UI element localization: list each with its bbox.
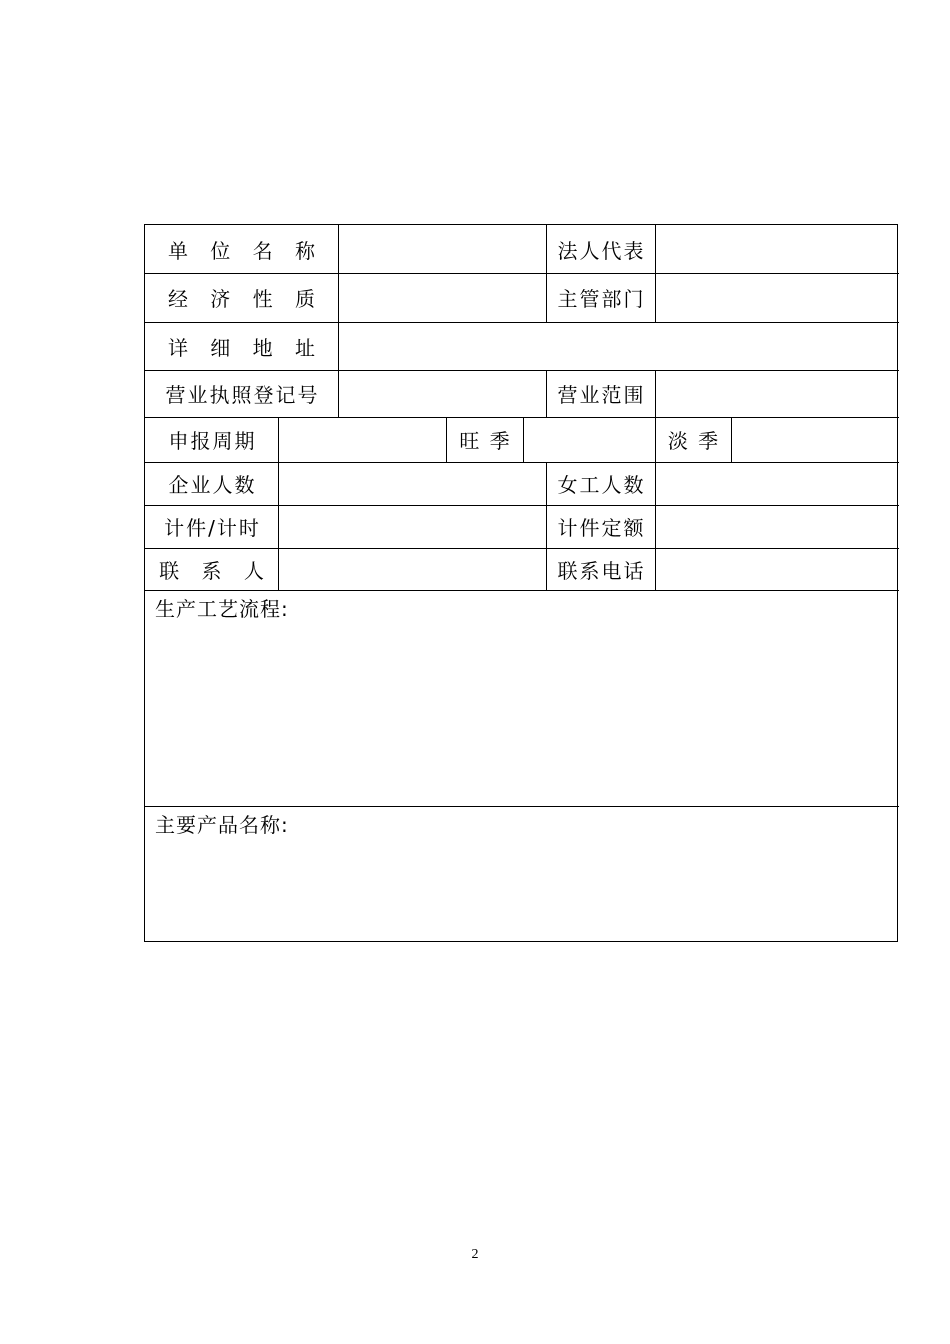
row-divider (145, 590, 899, 591)
economic-nature-label: 经 济 性 质 (167, 287, 324, 311)
contact-value[interactable] (279, 548, 546, 590)
address-label: 详 细 地 址 (167, 335, 324, 360)
unit-name-value[interactable] (339, 225, 546, 273)
piece-quota-label: 计件定额 (557, 516, 646, 540)
business-scope-label: 营业范围 (557, 383, 646, 407)
employees-value[interactable] (279, 462, 546, 505)
peak-season-value[interactable] (524, 417, 655, 462)
production-process-area[interactable] (145, 620, 899, 806)
piece-time-label: 计件/计时 (164, 516, 261, 540)
report-period-label: 申报周期 (168, 429, 257, 453)
license-no-value[interactable] (339, 370, 546, 417)
legal-rep-value[interactable] (656, 225, 899, 273)
contact-phone-label: 联系电话 (557, 558, 646, 583)
production-process-label: 生产工艺流程: (155, 597, 289, 621)
contact-phone-value[interactable] (656, 548, 899, 590)
employees-label: 企业人数 (168, 473, 257, 497)
female-workers-label: 女工人数 (557, 473, 646, 497)
off-season-value[interactable] (732, 417, 899, 462)
peak-season-label: 旺 季 (459, 429, 512, 453)
main-products-label: 主要产品名称: (155, 813, 289, 837)
address-value[interactable] (339, 322, 899, 370)
main-products-area[interactable] (145, 836, 899, 941)
contact-label: 联 系 人 (159, 558, 272, 583)
enterprise-info-form (144, 224, 898, 942)
legal-rep-label: 法人代表 (557, 238, 646, 263)
page-number: 2 (471, 1247, 479, 1262)
female-workers-value[interactable] (656, 462, 899, 505)
off-season-label: 淡 季 (667, 429, 721, 453)
piece-quota-value[interactable] (656, 505, 899, 548)
report-period-value[interactable] (279, 417, 446, 462)
supervisor-label: 主管部门 (557, 287, 646, 311)
row-divider (145, 806, 899, 807)
piece-time-value[interactable] (279, 505, 546, 548)
unit-name-label: 单 位 名 称 (167, 238, 324, 263)
supervisor-value[interactable] (656, 273, 899, 322)
license-no-label: 营业执照登记号 (165, 383, 320, 407)
business-scope-value[interactable] (656, 370, 899, 417)
economic-nature-value[interactable] (339, 273, 546, 322)
